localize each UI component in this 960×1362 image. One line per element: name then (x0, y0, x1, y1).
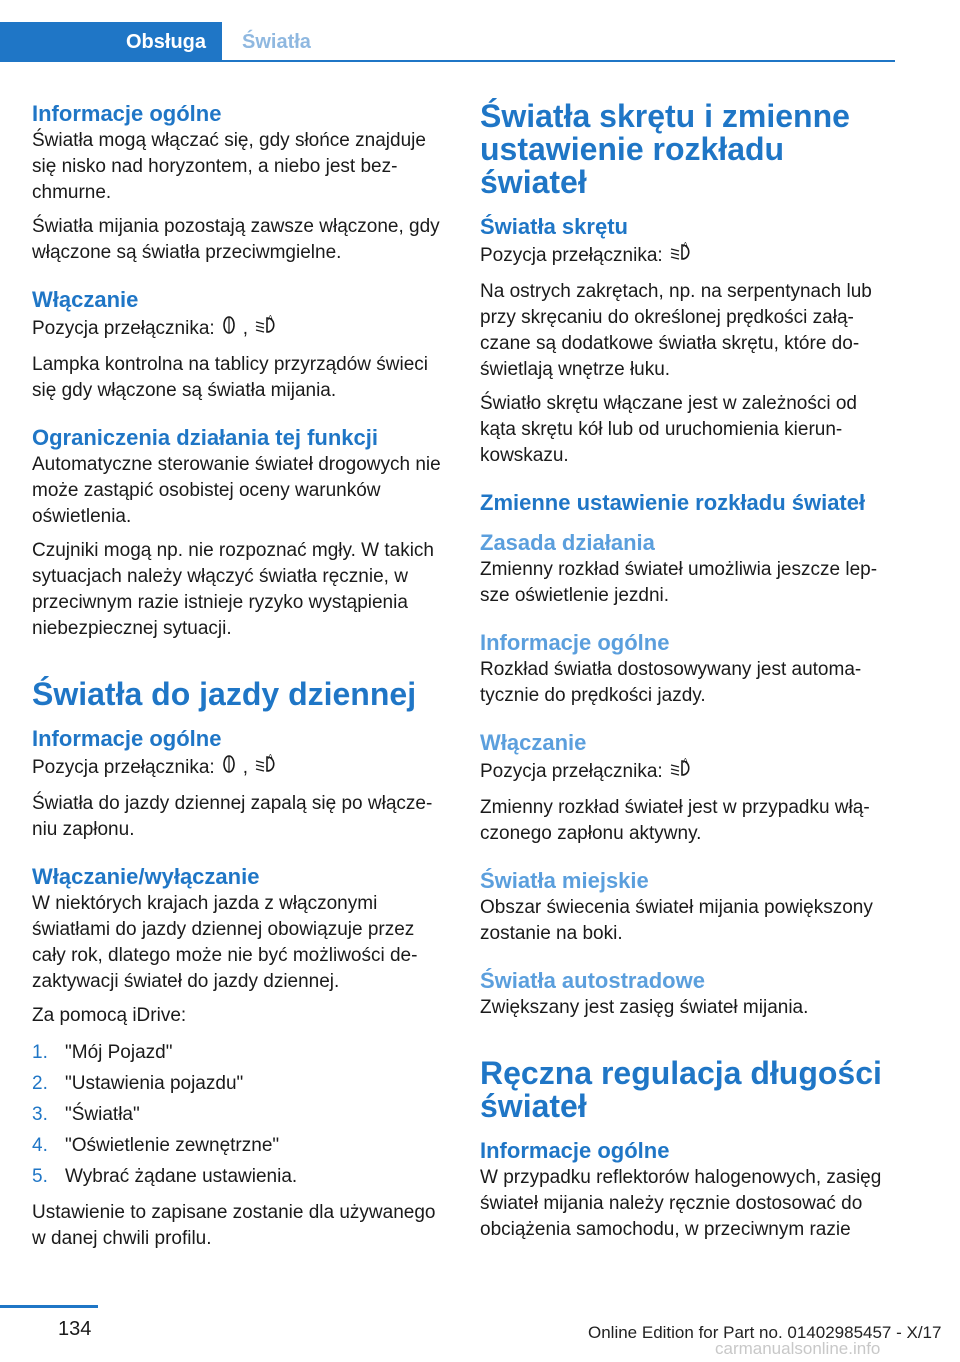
list-item: 1. "Mój Pojazd" (32, 1042, 173, 1063)
heading-limitations: Ograniczenia działania tej funkcji (32, 425, 378, 450)
section-tab: Obsługa (0, 22, 222, 62)
list-item: 4. "Oświetlenie zewnętrzne" (32, 1135, 280, 1156)
edition-note: Online Edition for Part no. 01402985457 - X/17 (588, 1323, 942, 1342)
header-rule (222, 60, 895, 62)
switch-position-line: Pozycja przełącznika: , A (32, 314, 447, 344)
switch-position-line (480, 757, 895, 787)
idrive-steps-list (32, 1037, 447, 1192)
heading-general-info: Informacje ogólne (32, 101, 222, 126)
low-beam-icon (254, 753, 280, 783)
subsection-tab: Światła (242, 30, 311, 53)
watermark: carmanualsonline.info (715, 1339, 881, 1358)
list-item: 5. Wybrać żądane ustawienia. (32, 1166, 298, 1187)
low-beam-icon (669, 757, 695, 787)
svg-text:A: A (267, 753, 273, 761)
footer-rule (0, 1305, 98, 1308)
paragraph: Światło skrętu włączane jest w zależności od kąta skrętu kół lub od uruchomienia kierunkowskazu. (480, 393, 858, 466)
switch-position-label: Pozycja przełącznika: (32, 318, 215, 340)
heading-switching-on: Włączanie (480, 730, 587, 755)
list-item: 2. "Ustawienia pojazdu" (32, 1073, 244, 1094)
heading-switching-on: Włączanie (32, 287, 139, 312)
switch-position-line (480, 241, 895, 271)
switch-position-label: Pozycja przełącznika: (32, 757, 215, 779)
paragraph: Obszar świecenia świateł mijania powiększony zostanie na boki. (480, 897, 873, 944)
paragraph: Zwiększany jest zasięg świateł mijania. (480, 997, 809, 1018)
heading-principle: Zasada działania (480, 530, 655, 555)
paragraph: Rozkład światła dostosowywany jest automatycznie do prędkości jazdy. (480, 659, 862, 706)
heading-on-off: Włączanie/wyłączanie (32, 864, 260, 889)
list-item: 3. "Światła" (32, 1104, 140, 1125)
low-beam-icon (254, 314, 280, 344)
heading-manual-headlight-range: Ręczna regulacja długości świateł (480, 1055, 882, 1124)
paragraph: Światła do jazdy dziennej zapalą się po włączeniu zapłonu. (32, 793, 433, 840)
heading-general-info: Informacje ogólne (480, 630, 670, 655)
paragraph: W niektórych krajach jazda z włączonymi światłami do jazdy dziennej obowiązuje przez cały rok, dlatego może nie być możliwości dezaktywacji świateł do jazdy dziennej. (32, 893, 418, 992)
heading-general-info: Informacje ogólne (32, 726, 222, 751)
switch-position-label: Pozycja przełącznika: (480, 245, 663, 267)
auto-light-icon (221, 753, 237, 783)
heading-city-lights: Światła miejskie (480, 868, 649, 893)
paragraph: Zmienny rozkład świateł umożliwia jeszcze lepsze oświetlenie jezdni. (480, 559, 878, 606)
left-column (32, 100, 447, 1260)
heading-daytime-running-lights: Światła do jazdy dziennej (32, 676, 417, 712)
switch-position-line: Pozycja przełącznika: , A (32, 753, 447, 783)
page-number: 134 (58, 1318, 92, 1340)
svg-text:A: A (682, 757, 688, 765)
paragraph: Za pomocą iDrive: (32, 1005, 187, 1026)
svg-text:A: A (267, 314, 273, 322)
heading-turn-lights: Światła skrętu i zmienne ustawienie rozkładu świateł (480, 98, 850, 200)
paragraph: Światła mijania pozostają zawsze włączone, gdy włączone są światła przeciwmgielne. (32, 216, 440, 263)
switch-position-label: Pozycja przełącznika: (480, 761, 663, 783)
paragraph: Zmienny rozkład świateł jest w przypadku włączonego zapłonu aktywny. (480, 797, 870, 844)
paragraph: Automatyczne sterowanie świateł drogowych nie może zastąpić osobistej oceny warunków oświetlenia. (32, 454, 441, 527)
paragraph: Lampka kontrolna na tablicy przyrządów świeci się gdy włączone są światła mijania. (32, 354, 429, 401)
auto-light-icon (221, 314, 237, 344)
page-header (0, 22, 895, 62)
heading-cornering-lights: Światła skrętu (480, 214, 628, 239)
low-beam-icon (669, 241, 695, 271)
svg-text:A: A (682, 241, 688, 249)
paragraph: Na ostrych zakrętach, np. na serpentynach lub przy skręcaniu do określonej prędkości załączane są dodatkowe światła skrętu, które doświetlają wnętrze łuku. (480, 281, 872, 380)
heading-variable-light-distribution: Zmienne ustawienie rozkładu świateł (480, 490, 866, 515)
paragraph: Czujniki mogą np. nie rozpoznać mgły. W takich sytuacjach należy włączyć światła ręcznie, w przeciwnym razie istnieje ryzyko wystąpienia niebezpiecznej sytuacji. (32, 540, 434, 639)
paragraph: W przypadku reflektorów halogenowych, zasięg świateł mijania należy ręcznie dostosować do obciążenia samochodu, w przeciwnym razie (480, 1167, 882, 1240)
heading-general-info: Informacje ogólne (480, 1138, 670, 1163)
heading-highway-lights: Światła autostradowe (480, 968, 705, 993)
paragraph: Ustawienie to zapisane zostanie dla używanego w danej chwili profilu. (32, 1202, 436, 1249)
right-column (480, 100, 895, 1251)
paragraph: Światła mogą włączać się, gdy słońce znajduje się nisko nad horyzontem, a niebo jest bezchmurne. (32, 130, 426, 203)
